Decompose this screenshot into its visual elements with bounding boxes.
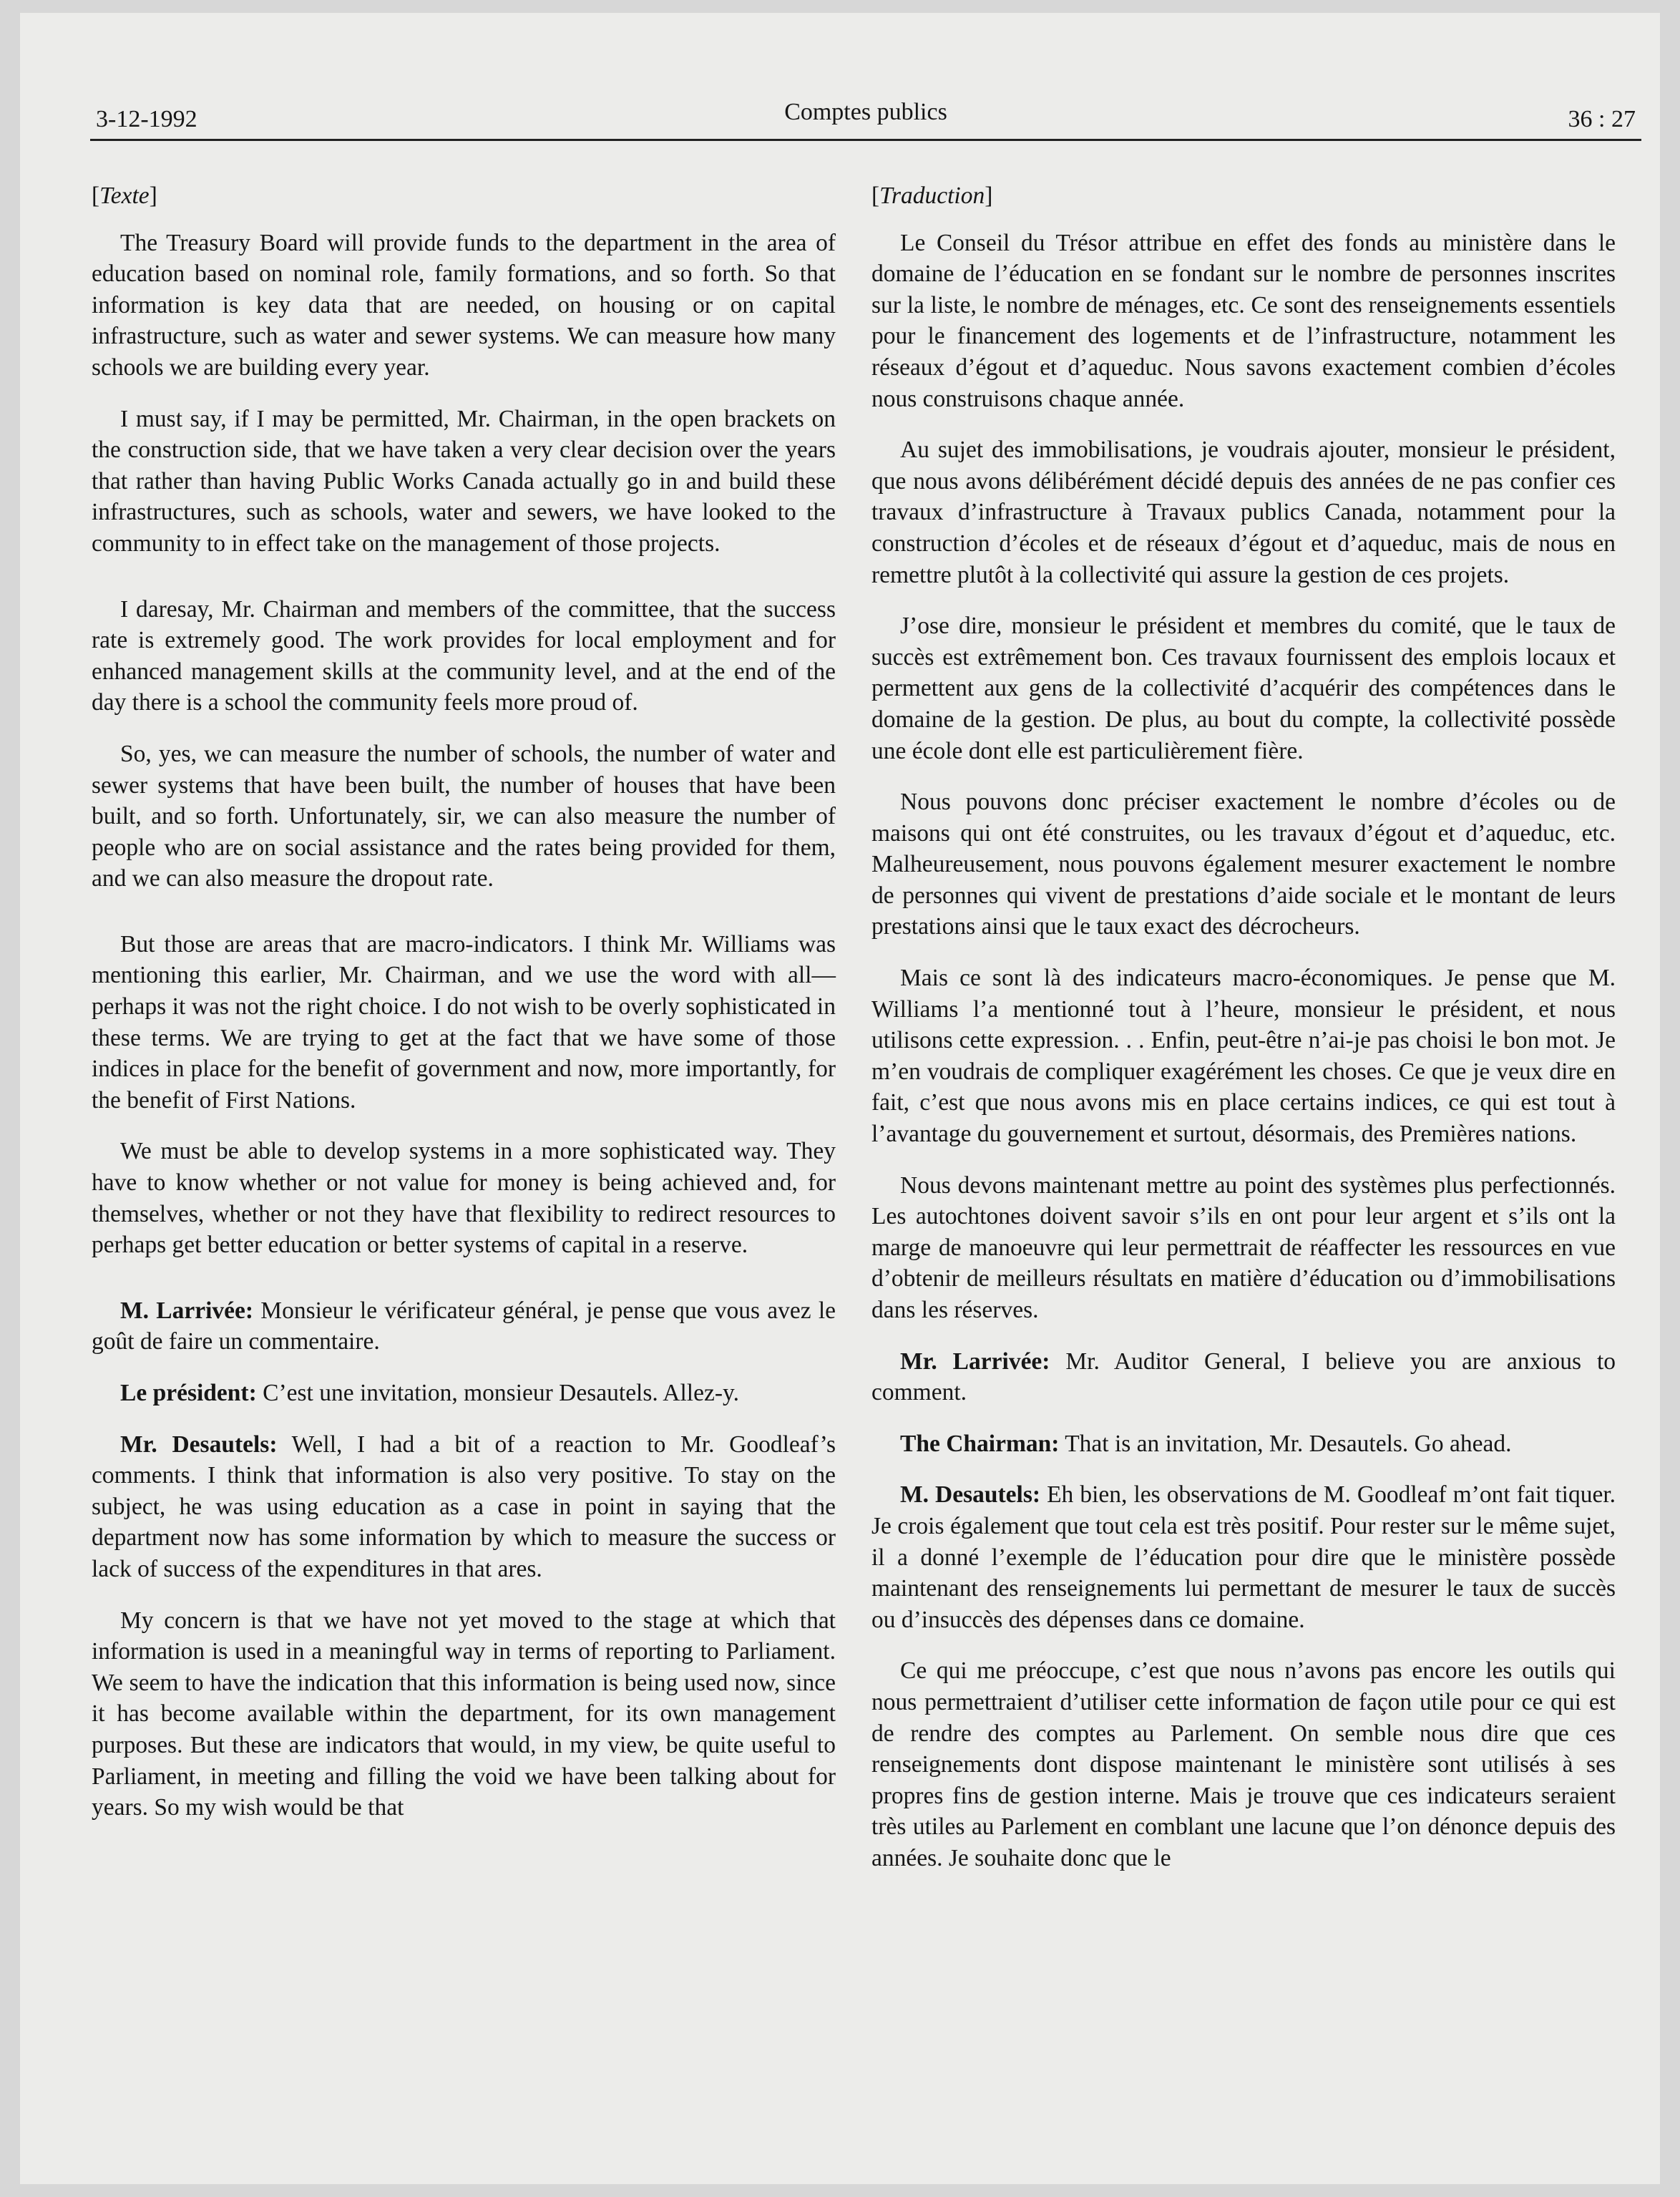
- paragraph-text: But those are areas that are macro-indicators. I think Mr. Williams was mentioning this earlier, Mr. Chairman, and we use the word with all—perhaps it was not the right choice. I do not wish to be overly sophisticated in these terms. We are trying to get at the fact that we have some of those indices in place for the benefit of government and now, more importantly, for the benefit of First Nations.: [92, 930, 836, 1114]
- language-tag: [Texte]: [92, 182, 157, 209]
- paragraph: [871, 1479, 1616, 1635]
- paragraph: [871, 963, 1616, 1150]
- right-column-french: [871, 180, 1616, 2170]
- paragraph: [92, 1605, 836, 1823]
- paragraph-text: Monsieur le vérificateur général, je pense que vous avez le goût de faire un commentaire.: [92, 1297, 836, 1355]
- header-date: 3-12-1992: [96, 106, 197, 132]
- speaker-label: The Chairman:: [900, 1430, 1060, 1457]
- paragraph: [871, 786, 1616, 942]
- paragraph-text: Nous devons maintenant mettre au point des systèmes plus perfectionnés. Les autochtones doivent savoir s’ils en ont pour leur argent et s’ils ont la marge de manoeuvre qui leur permettrait de réaffecter les ressources en vue d’obtenir de meilleurs résultats en matière d’éducation ou d’immobilisations dans les réserves.: [871, 1171, 1616, 1323]
- paragraph-text: So, yes, we can measure the number of schools, the number of water and sewer systems that have been built, the number of houses that have been built, and so forth. Unfortunately, sir, we can also measure the number of people who are on social assistance and the rates being provided for them, and we can also measure the dropout rate.: [92, 740, 836, 892]
- paragraph-text: Ce qui me préoccupe, c’est que nous n’avons pas encore les outils qui nous permettraient d’utiliser cette information de façon utile pour ce qui est de rendre des comptes au Parlement. On semble nous dire que ces renseignements dont dispose maintenant le ministère sont utilisés à ses propres fins de gestion interne. Mais je trouve que ces indicateurs seraient très utiles au Parlement en comblant une lacune que l’on dénonce depuis des années. Je souhaite donc que le: [871, 1657, 1616, 1871]
- paragraph: [92, 1295, 836, 1358]
- page-header: [90, 89, 1641, 141]
- paragraph: [871, 228, 1616, 415]
- paragraph-text: My concern is that we have not yet moved to the stage at which that information is used in a meaningful way in terms of reporting to Parliament. We seem to have the indication that this information is being used now, since it has become available within the department, for its own management purposes. But these are indicators that would, in my view, be quite useful to Parliament, in meeting and filling the void we have been talking about for years. So my wish would be that: [92, 1607, 836, 1821]
- paragraph-text: J’ose dire, monsieur le président et membres du comité, que le taux de succès est extrêmement bon. Ces travaux fournissent des emplois locaux et permettent aux gens de la collectivité d’acquérir des compétences dans le domaine de la gestion. De plus, au bout du compte, la collectivité possède une école dont elle est particulièrement fière.: [871, 613, 1616, 764]
- paragraph: [92, 404, 836, 560]
- paragraph-text: Well, I had a bit of a reaction to Mr. Goodleaf’s comments. I think that information is also very positive. To stay on the subject, he was using education as a case in point in saying that the department now has some information by which to measure the success or lack of success of the expenditures in that ares.: [92, 1431, 836, 1582]
- header-page-number: 36 : 27: [1568, 106, 1636, 132]
- paragraph: [92, 594, 836, 718]
- left-column-english: [92, 180, 836, 2170]
- paragraph: [871, 1346, 1616, 1408]
- paragraph-text: Le Conseil du Trésor attribue en effet des fonds au ministère dans le domaine de l’éducation en se fondant sur le nombre de personnes inscrites sur la liste, le nombre de ménages, etc. Ce sont des renseignements essentiels pour le financement des logements et de l’infrastructure, notamment les réseaux d’égout et d’aqueduc. Nous savons exactement combien d’écoles nous construisons chaque année.: [871, 229, 1616, 412]
- paragraph: [871, 1428, 1616, 1460]
- language-tag: [Traduction]: [871, 182, 993, 209]
- paragraph: [871, 610, 1616, 766]
- speaker-label: Mr. Larrivée:: [900, 1348, 1050, 1375]
- paragraph: [871, 1170, 1616, 1326]
- paragraph-text: Eh bien, les observations de M. Goodleaf m’ont fait tiquer. Je crois également que tout cela est très positif. Pour rester sur le même sujet, il a donné l’exemple de l’éducation pour dire que le ministère possède maintenant des renseignements lui permettant de mesurer le taux de succès ou d’insuccès des dépenses dans ce domaine.: [871, 1481, 1616, 1633]
- paragraph: [92, 929, 836, 1116]
- paragraph-text: Au sujet des immobilisations, je voudrais ajouter, monsieur le président, que nous avons délibérément décidé depuis des années de ne pas confier ces travaux d’infrastructure à Travaux publics Canada, notamment pour la construction d’écoles et de réseaux d’égout et d’aqueduc, mais de nous en remettre plutôt à la collectivité qui assure la gestion de ces projets.: [871, 437, 1616, 588]
- paragraph-text: Mais ce sont là des indicateurs macro-économiques. Je pense que M. Williams l’a mentionné tout à l’heure, monsieur le président, et nous utilisons cette expression. . . Enfin, peut-être n’ai-je pas choisi le bon mot. Je m’en voudrais de compliquer exagérément les choses. Ce que je veux dire en fait, c’est que nous avons mis en place certains indices, ce qui est tout à l’avantage du gouvernement et surtout, désormais, des Premières nations.: [871, 965, 1616, 1148]
- paragraph: [871, 434, 1616, 590]
- paragraph-text: I must say, if I may be permitted, Mr. Chairman, in the open brackets on the construction side, that we have taken a very clear decision over the years that rather than having Public Works Canada actually go in and build these infrastructures, such as schools, water and sewers, we have looked to the community to in effect take on the management of those projects.: [92, 405, 836, 557]
- paragraph: [92, 228, 836, 384]
- speaker-label: M. Larrivée:: [120, 1297, 254, 1324]
- paragraph-text: We must be able to develop systems in a more sophisticated way. They have to know whether or not value for money is being achieved and, for themselves, whether or not they have that flexibility to redirect resources to perhaps get better education or better systems of capital in a reserve.: [92, 1138, 836, 1259]
- paragraph: [92, 739, 836, 895]
- paragraph: [92, 1429, 836, 1585]
- speaker-label: Mr. Desautels:: [120, 1431, 278, 1458]
- paragraph-text: The Treasury Board will provide funds to the department in the area of education based on nominal role, family formations, and so forth. So that information is key data that are needed, on housing or on capital infrastructure, such as water and sewer systems. We can measure how many schools we are building every year.: [92, 229, 836, 381]
- paragraph-text: I daresay, Mr. Chairman and members of the committee, that the success rate is extremely good. The work provides for local employment and for enhanced management skills at the community level, and at the end of the day there is a school the community feels more proud of.: [92, 595, 836, 716]
- paragraph: [871, 1655, 1616, 1874]
- speaker-label: M. Desautels:: [900, 1481, 1041, 1509]
- paragraph: [92, 1136, 836, 1260]
- paragraph-text: Nous pouvons donc préciser exactement le nombre d’écoles ou de maisons qui ont été construites, ou les travaux d’égout et d’aqueduc, etc. Malheureusement, nous pouvons également mesurer exactement le nombre de personnes qui vivent de prestations d’aide sociale et le montant de leurs prestations ainsi que le taux exact des décrocheurs.: [871, 789, 1616, 940]
- paragraph-text: Mr. Auditor General, I believe you are anxious to comment.: [871, 1348, 1616, 1406]
- paragraph-text: C’est une invitation, monsieur Desautels. Allez-y.: [263, 1380, 739, 1406]
- paragraph: [92, 1378, 836, 1409]
- paragraph-text: That is an invitation, Mr. Desautels. Go ahead.: [1065, 1430, 1512, 1457]
- header-title: Comptes publics: [784, 99, 947, 125]
- speaker-label: Le président:: [120, 1380, 257, 1406]
